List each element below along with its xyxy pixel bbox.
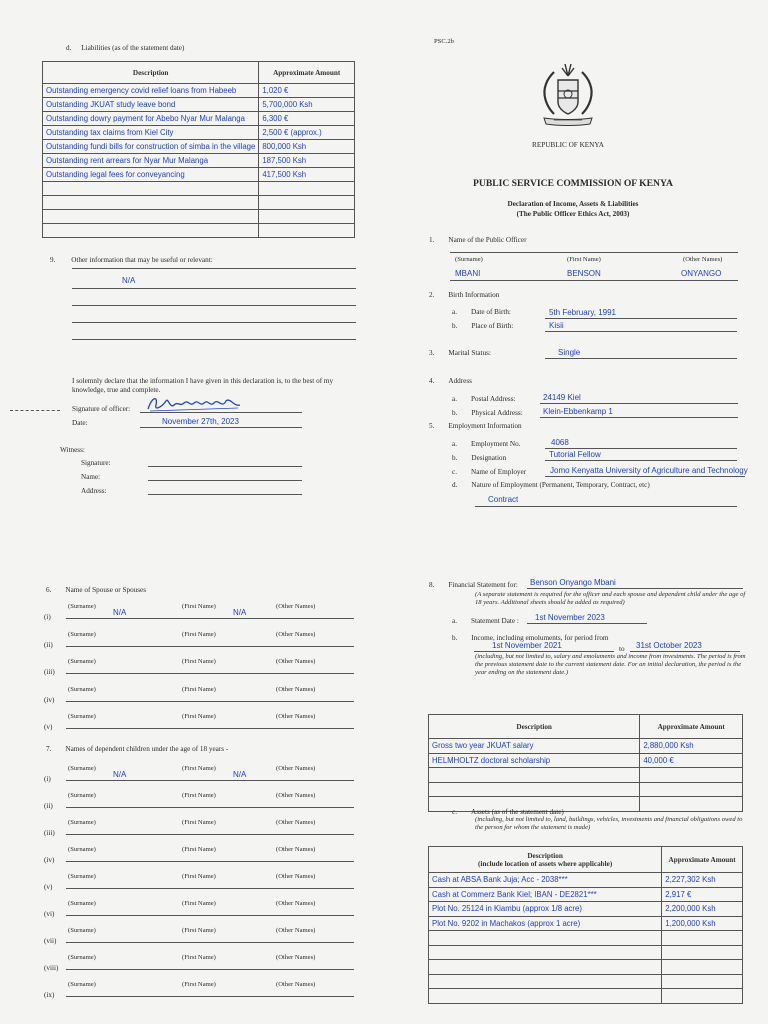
liability-row xyxy=(43,196,355,210)
child-numeral: (i) xyxy=(44,775,51,783)
coat-of-arms-icon xyxy=(532,58,604,130)
officer-other: ONYANGO xyxy=(681,269,722,278)
liability-description: Outstanding tax claims from Kiel City xyxy=(43,126,259,140)
declaration-date: November 27th, 2023 xyxy=(162,417,239,426)
child-numeral: (vii) xyxy=(44,937,57,945)
employer-label: c. Name of Employer xyxy=(452,468,527,476)
spouses-section: 6. Name of Spouse or Spouses xyxy=(46,586,147,594)
spouse-numeral: (i) xyxy=(44,613,51,621)
income-description xyxy=(429,768,640,783)
assets-col-description: Description (include location of assets where applicable) xyxy=(429,847,662,873)
statement-date-value: 1st November 2023 xyxy=(535,613,605,622)
address-section: 4. Address xyxy=(429,377,472,385)
employer-value: Jomo Kenyatta University of Agriculture and Technology xyxy=(550,466,748,475)
asset-row xyxy=(429,887,743,902)
liability-row xyxy=(43,98,355,112)
liability-row xyxy=(43,140,355,154)
liability-amount: 6,300 € xyxy=(259,112,355,126)
physical-value: Klein-Ebbenkamp 1 xyxy=(543,407,613,416)
child-surname-label: (Surname) xyxy=(68,765,96,772)
asset-description xyxy=(429,989,662,1004)
child-first-label: (First Name) xyxy=(182,981,216,988)
asset-description xyxy=(429,945,662,960)
child-surname-value: N/A xyxy=(113,770,127,779)
spouse-surname-label: (Surname) xyxy=(68,630,96,638)
pob-value: Kisii xyxy=(549,321,564,330)
liability-row xyxy=(43,182,355,196)
liability-row xyxy=(43,168,355,182)
liability-amount: 187,500 Ksh xyxy=(259,154,355,168)
spouse-surname-label: (Surname) xyxy=(68,603,96,610)
child-numeral: (vi) xyxy=(44,910,55,918)
asset-row xyxy=(429,873,743,888)
asset-description: Cash at Commerz Bank Kiel; IBAN - DE2821*** xyxy=(429,887,662,902)
child-other-label: (Other Names) xyxy=(276,981,316,988)
liability-row xyxy=(43,224,355,238)
republic-label: REPUBLIC OF KENYA xyxy=(532,141,604,149)
liability-row xyxy=(43,154,355,168)
other-info-value: N/A xyxy=(122,276,136,285)
asset-row xyxy=(429,960,743,975)
child-first-label: (First Name) xyxy=(182,792,216,799)
income-row xyxy=(429,782,743,797)
officer-section: 1. Name of the Public Officer xyxy=(429,236,527,244)
children-section: 7. Names of dependent children under the age of 18 years - xyxy=(46,745,229,753)
liabilities-col-description: Description xyxy=(43,62,259,84)
liability-description: Outstanding legal fees for conveyancing xyxy=(43,168,259,182)
witness-signature-label: Signature: xyxy=(81,459,111,467)
marital-label: 3. Marital Status: xyxy=(429,349,491,357)
marital-value: Single xyxy=(558,348,581,357)
spouse-surname-label: (Surname) xyxy=(68,658,96,665)
officer-other-label: (Other Names) xyxy=(683,256,723,263)
spouse-first-value: N/A xyxy=(233,608,247,617)
income-amount xyxy=(640,782,743,797)
spouse-surname-value: N/A xyxy=(113,608,127,617)
child-other-label: (Other Names) xyxy=(276,765,316,772)
assets-note: (including, but not limited to, land, buildings, vehicles, investments and financial obligations owed to the person for whom the statement is made) xyxy=(475,816,743,831)
officer-first: BENSON xyxy=(567,269,601,278)
income-col-description: Description xyxy=(429,715,640,739)
income-note: (including, but not limited to, salary and emoluments and income from investments. The period is from the previous statement date to the current statement date. For an initial declaration, the period is the year ending on the statement date.) xyxy=(475,653,746,676)
child-numeral: (ii) xyxy=(44,802,53,810)
financial-section: 8. Financial Statement for: xyxy=(429,581,518,589)
asset-amount xyxy=(662,974,743,989)
asset-row xyxy=(429,945,743,960)
income-description xyxy=(429,782,640,797)
liability-row xyxy=(43,210,355,224)
spouse-other-label: (Other Names) xyxy=(276,603,316,610)
physical-label: b. Physical Address: xyxy=(452,409,523,417)
liability-description: Outstanding dowry payment for Abebo Nyar Mur Malanga xyxy=(43,112,259,126)
assets-col-amount: Approximate Amount xyxy=(662,847,743,873)
spouse-first-label: (First Name) xyxy=(182,713,216,720)
dob-value: 5th February, 1991 xyxy=(549,308,617,317)
liability-description: Outstanding fundi bills for construction of simba in the village xyxy=(43,140,259,154)
asset-row xyxy=(429,989,743,1004)
child-surname-label: (Surname) xyxy=(68,981,96,988)
child-first-label: (First Name) xyxy=(182,846,216,853)
liability-amount xyxy=(259,224,355,238)
income-row xyxy=(429,768,743,783)
witness-label: Witness: xyxy=(60,446,85,454)
spouse-surname-label: (Surname) xyxy=(68,713,96,720)
signature-label: Signature of officer: xyxy=(72,405,131,413)
income-description: Gross two year JKUAT salary xyxy=(429,739,640,754)
child-surname-label: (Surname) xyxy=(68,900,96,907)
income-amount: 40,000 € xyxy=(640,753,743,768)
period-to: 31st October 2023 xyxy=(636,641,702,650)
child-other-label: (Other Names) xyxy=(276,819,316,826)
liabilities-letter: d. xyxy=(66,44,72,52)
child-surname-label: (Surname) xyxy=(68,954,96,961)
liability-row xyxy=(43,112,355,126)
designation-value: Tutorial Fellow xyxy=(549,450,601,459)
asset-row xyxy=(429,902,743,917)
spouse-other-label: (Other Names) xyxy=(276,658,316,665)
officer-signature xyxy=(144,393,244,415)
spouse-numeral: (iv) xyxy=(44,695,55,704)
spouse-other-label: (Other Names) xyxy=(276,685,316,693)
liability-description xyxy=(43,182,259,196)
witness-address-label: Address: xyxy=(81,487,107,495)
liability-amount: 2,500 € (approx.) xyxy=(259,126,355,140)
liability-amount: 800,000 Ksh xyxy=(259,140,355,154)
child-first-label: (First Name) xyxy=(182,900,216,907)
child-surname-label: (Surname) xyxy=(68,792,96,799)
asset-description: Plot No. 9202 in Machakos (approx 1 acre) xyxy=(429,916,662,931)
spouse-first-label: (First Name) xyxy=(182,685,216,693)
asset-description xyxy=(429,931,662,946)
child-first-label: (First Name) xyxy=(182,954,216,961)
child-numeral: (iv) xyxy=(44,856,55,864)
liability-row xyxy=(43,126,355,140)
employment-no-label: a. Employment No. xyxy=(452,440,521,448)
child-other-label: (Other Names) xyxy=(276,792,316,799)
child-other-label: (Other Names) xyxy=(276,846,316,853)
nature-label: d. Nature of Employment (Permanent, Temporary, Contract, etc) xyxy=(452,481,650,489)
liability-description xyxy=(43,196,259,210)
liability-amount xyxy=(259,210,355,224)
liability-amount xyxy=(259,182,355,196)
dob-label: a. Date of Birth: xyxy=(452,308,511,316)
commission-title: PUBLIC SERVICE COMMISSION OF KENYA xyxy=(473,178,673,189)
spouse-first-label: (First Name) xyxy=(182,658,216,665)
child-other-label: (Other Names) xyxy=(276,927,316,934)
asset-amount: 1,200,000 Ksh xyxy=(662,916,743,931)
liability-row xyxy=(43,84,355,98)
witness-name-label: Name: xyxy=(81,473,101,481)
liability-amount xyxy=(259,196,355,210)
liability-amount: 417,500 Ksh xyxy=(259,168,355,182)
other-info-label: 9. Other information that may be useful or relevant: xyxy=(50,256,213,264)
postal-label: a. Postal Address: xyxy=(452,395,516,403)
spouse-first-label: (First Name) xyxy=(182,630,216,638)
liabilities-label: Liabilities (as of the statement date) xyxy=(81,44,185,52)
asset-amount xyxy=(662,945,743,960)
designation-label: b. Designation xyxy=(452,454,507,462)
child-other-label: (Other Names) xyxy=(276,900,316,907)
liabilities-heading xyxy=(66,44,184,52)
child-surname-label: (Surname) xyxy=(68,846,96,853)
financial-for-value: Benson Onyango Mbani xyxy=(530,578,616,587)
child-first-value: N/A xyxy=(233,770,247,779)
asset-row xyxy=(429,974,743,989)
child-numeral: (v) xyxy=(44,883,53,891)
liabilities-table xyxy=(42,61,355,238)
asset-description xyxy=(429,960,662,975)
asset-description: Plot No. 25124 in Kiambu (approx 1/8 acre) xyxy=(429,902,662,917)
child-numeral: (ix) xyxy=(44,991,55,999)
spouse-numeral: (ii) xyxy=(44,640,53,649)
employment-no-value: 4068 xyxy=(551,438,569,447)
officer-first-label: (First Name) xyxy=(567,256,601,263)
liability-description xyxy=(43,210,259,224)
spouse-numeral: (iii) xyxy=(44,668,55,676)
assets-table xyxy=(428,846,743,1004)
date-label: Date: xyxy=(72,419,88,427)
child-numeral: (viii) xyxy=(44,964,59,972)
liability-description: Outstanding emergency covid relief loans from Habeeb xyxy=(43,84,259,98)
child-surname-label: (Surname) xyxy=(68,819,96,826)
spouse-other-label: (Other Names) xyxy=(276,630,316,638)
declaration-text: I solemnly declare that the information I have given in this declaration is, to the best of my knowledge, true and complete. xyxy=(72,377,334,394)
liability-description: Outstanding JKUAT study leave bond xyxy=(43,98,259,112)
income-label: b. Income, including emoluments, for period from xyxy=(452,634,609,642)
child-first-label: (First Name) xyxy=(182,927,216,934)
liabilities-col-amount: Approximate Amount xyxy=(259,62,355,84)
income-row xyxy=(429,753,743,768)
income-description: HELMHOLTZ doctoral scholarship xyxy=(429,753,640,768)
employment-section: 5. Employment Information xyxy=(429,422,522,430)
asset-description: Cash at ABSA Bank Juja; Acc - 2038*** xyxy=(429,873,662,888)
income-amount: 2,880,000 Ksh xyxy=(640,739,743,754)
spouse-numeral: (v) xyxy=(44,723,53,731)
child-other-label: (Other Names) xyxy=(276,873,316,880)
pob-label: b. Place of Birth: xyxy=(452,322,514,330)
period-to-label: to xyxy=(619,645,625,653)
officer-surname-label: (Surname) xyxy=(455,256,483,263)
liability-description xyxy=(43,224,259,238)
asset-description xyxy=(429,974,662,989)
birth-section: 2. Birth Information xyxy=(429,291,500,299)
child-first-label: (First Name) xyxy=(182,873,216,880)
financial-note: (A separate statement is required for the officer and each spouse and dependent child under the age of 18 years. Additional sheets should be added as required) xyxy=(475,591,746,606)
form-code: PSC.2b xyxy=(434,38,454,45)
liability-amount: 1,020 € xyxy=(259,84,355,98)
spouse-surname-label: (Surname) xyxy=(68,685,96,693)
form-title: Declaration of Income, Assets & Liabilities xyxy=(507,200,639,208)
liability-description: Outstanding rent arrears for Nyar Mur Malanga xyxy=(43,154,259,168)
income-col-amount: Approximate Amount xyxy=(640,715,743,739)
spouse-first-label: (First Name) xyxy=(182,603,216,610)
income-amount xyxy=(640,768,743,783)
child-first-label: (First Name) xyxy=(182,765,216,772)
postal-value: 24149 Kiel xyxy=(543,393,581,402)
liability-amount: 5,700,000 Ksh xyxy=(259,98,355,112)
child-first-label: (First Name) xyxy=(182,819,216,826)
assets-label: c. Assets (as of the statement date) xyxy=(452,808,564,816)
officer-surname: MBANI xyxy=(455,269,481,278)
form-act: (The Public Officer Ethics Act, 2003) xyxy=(516,210,630,218)
spouse-other-label: (Other Names) xyxy=(276,713,316,720)
statement-date-label: a. Statement Date : xyxy=(452,617,519,625)
asset-amount xyxy=(662,931,743,946)
asset-row xyxy=(429,916,743,931)
nature-value: Contract xyxy=(488,495,519,504)
income-row xyxy=(429,739,743,754)
child-numeral: (iii) xyxy=(44,829,55,837)
asset-amount: 2,200,000 Ksh xyxy=(662,902,743,917)
asset-amount: 2,227,302 Ksh xyxy=(662,873,743,888)
child-surname-label: (Surname) xyxy=(68,873,96,880)
child-surname-label: (Surname) xyxy=(68,927,96,934)
asset-amount xyxy=(662,989,743,1004)
asset-amount xyxy=(662,960,743,975)
period-from: 1st November 2021 xyxy=(492,641,562,650)
income-amount xyxy=(640,797,743,812)
income-table xyxy=(428,714,743,812)
asset-row xyxy=(429,931,743,946)
asset-amount: 2,917 € xyxy=(662,887,743,902)
child-other-label: (Other Names) xyxy=(276,954,316,961)
